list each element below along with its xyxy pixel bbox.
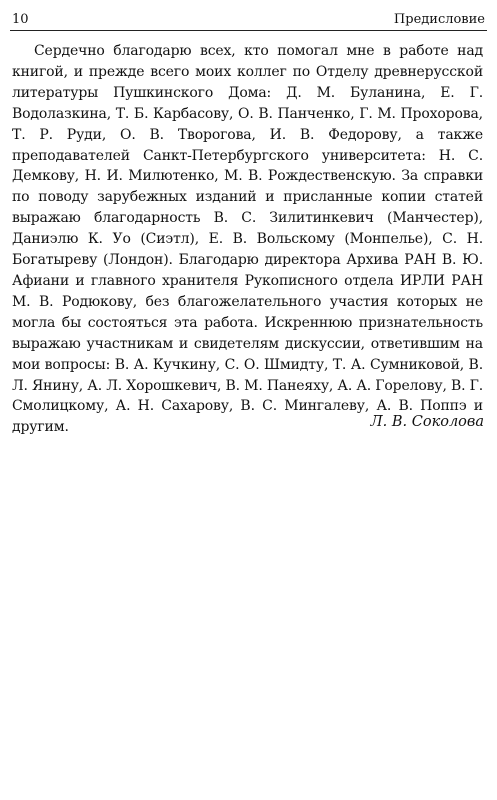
author-signature: Л. В. Соколова: [370, 414, 484, 430]
running-header: [10, 10, 487, 31]
body-paragraph: Сердечно благодарю всех, кто помогал мне в работе над книгой, и прежде всего моих коллег по Отделу древнерусской литературы Пушкинского Дома: Д. М. Буланина, Е. Г. Водолазкина, Т. Б. Карбасову, О. В. Панченко, Г. М. Прохорова, Т. Р. Руди, О. В. Творогова, И. В. Федорову, а также преподавателей Санкт-Петербургского университета: Н. С. Демкову, Н. И. Милютенко, М. В. Рождественскую. За справки по поводу зарубежных изданий и присланные копии статей выражаю благодарность В. С. Зилитинкевич (Манчестер), Даниэлю К. Уо (Сиэтл), Е. В. Вольскому (Монпелье), С. Н. Богатыреву (Лондон). Благодарю директора Архива РАН В. Ю. Афиани и главного хранителя Рукописного отдела ИРЛИ РАН М. В. Родюкову, без благожелательного участия которых не могла бы состояться эта работа. Искреннюю признательность выражаю участникам и свидетелям дискуссии, ответившим на мои вопросы: В. А. Кучкину, С. О. Шмидту, Т. А. Сумниковой, В. Л. Янину, А. Л. Хорошкевич, В. М. Панеяху, А. А. Горелову, В. Г. Смолицкому, А. Н. Сахарову, В. С. Мингалеву, А. В. Поппэ и другим.: [12, 43, 483, 436]
running-title: Предисловие: [393, 12, 485, 27]
page-number: 10: [12, 12, 29, 27]
